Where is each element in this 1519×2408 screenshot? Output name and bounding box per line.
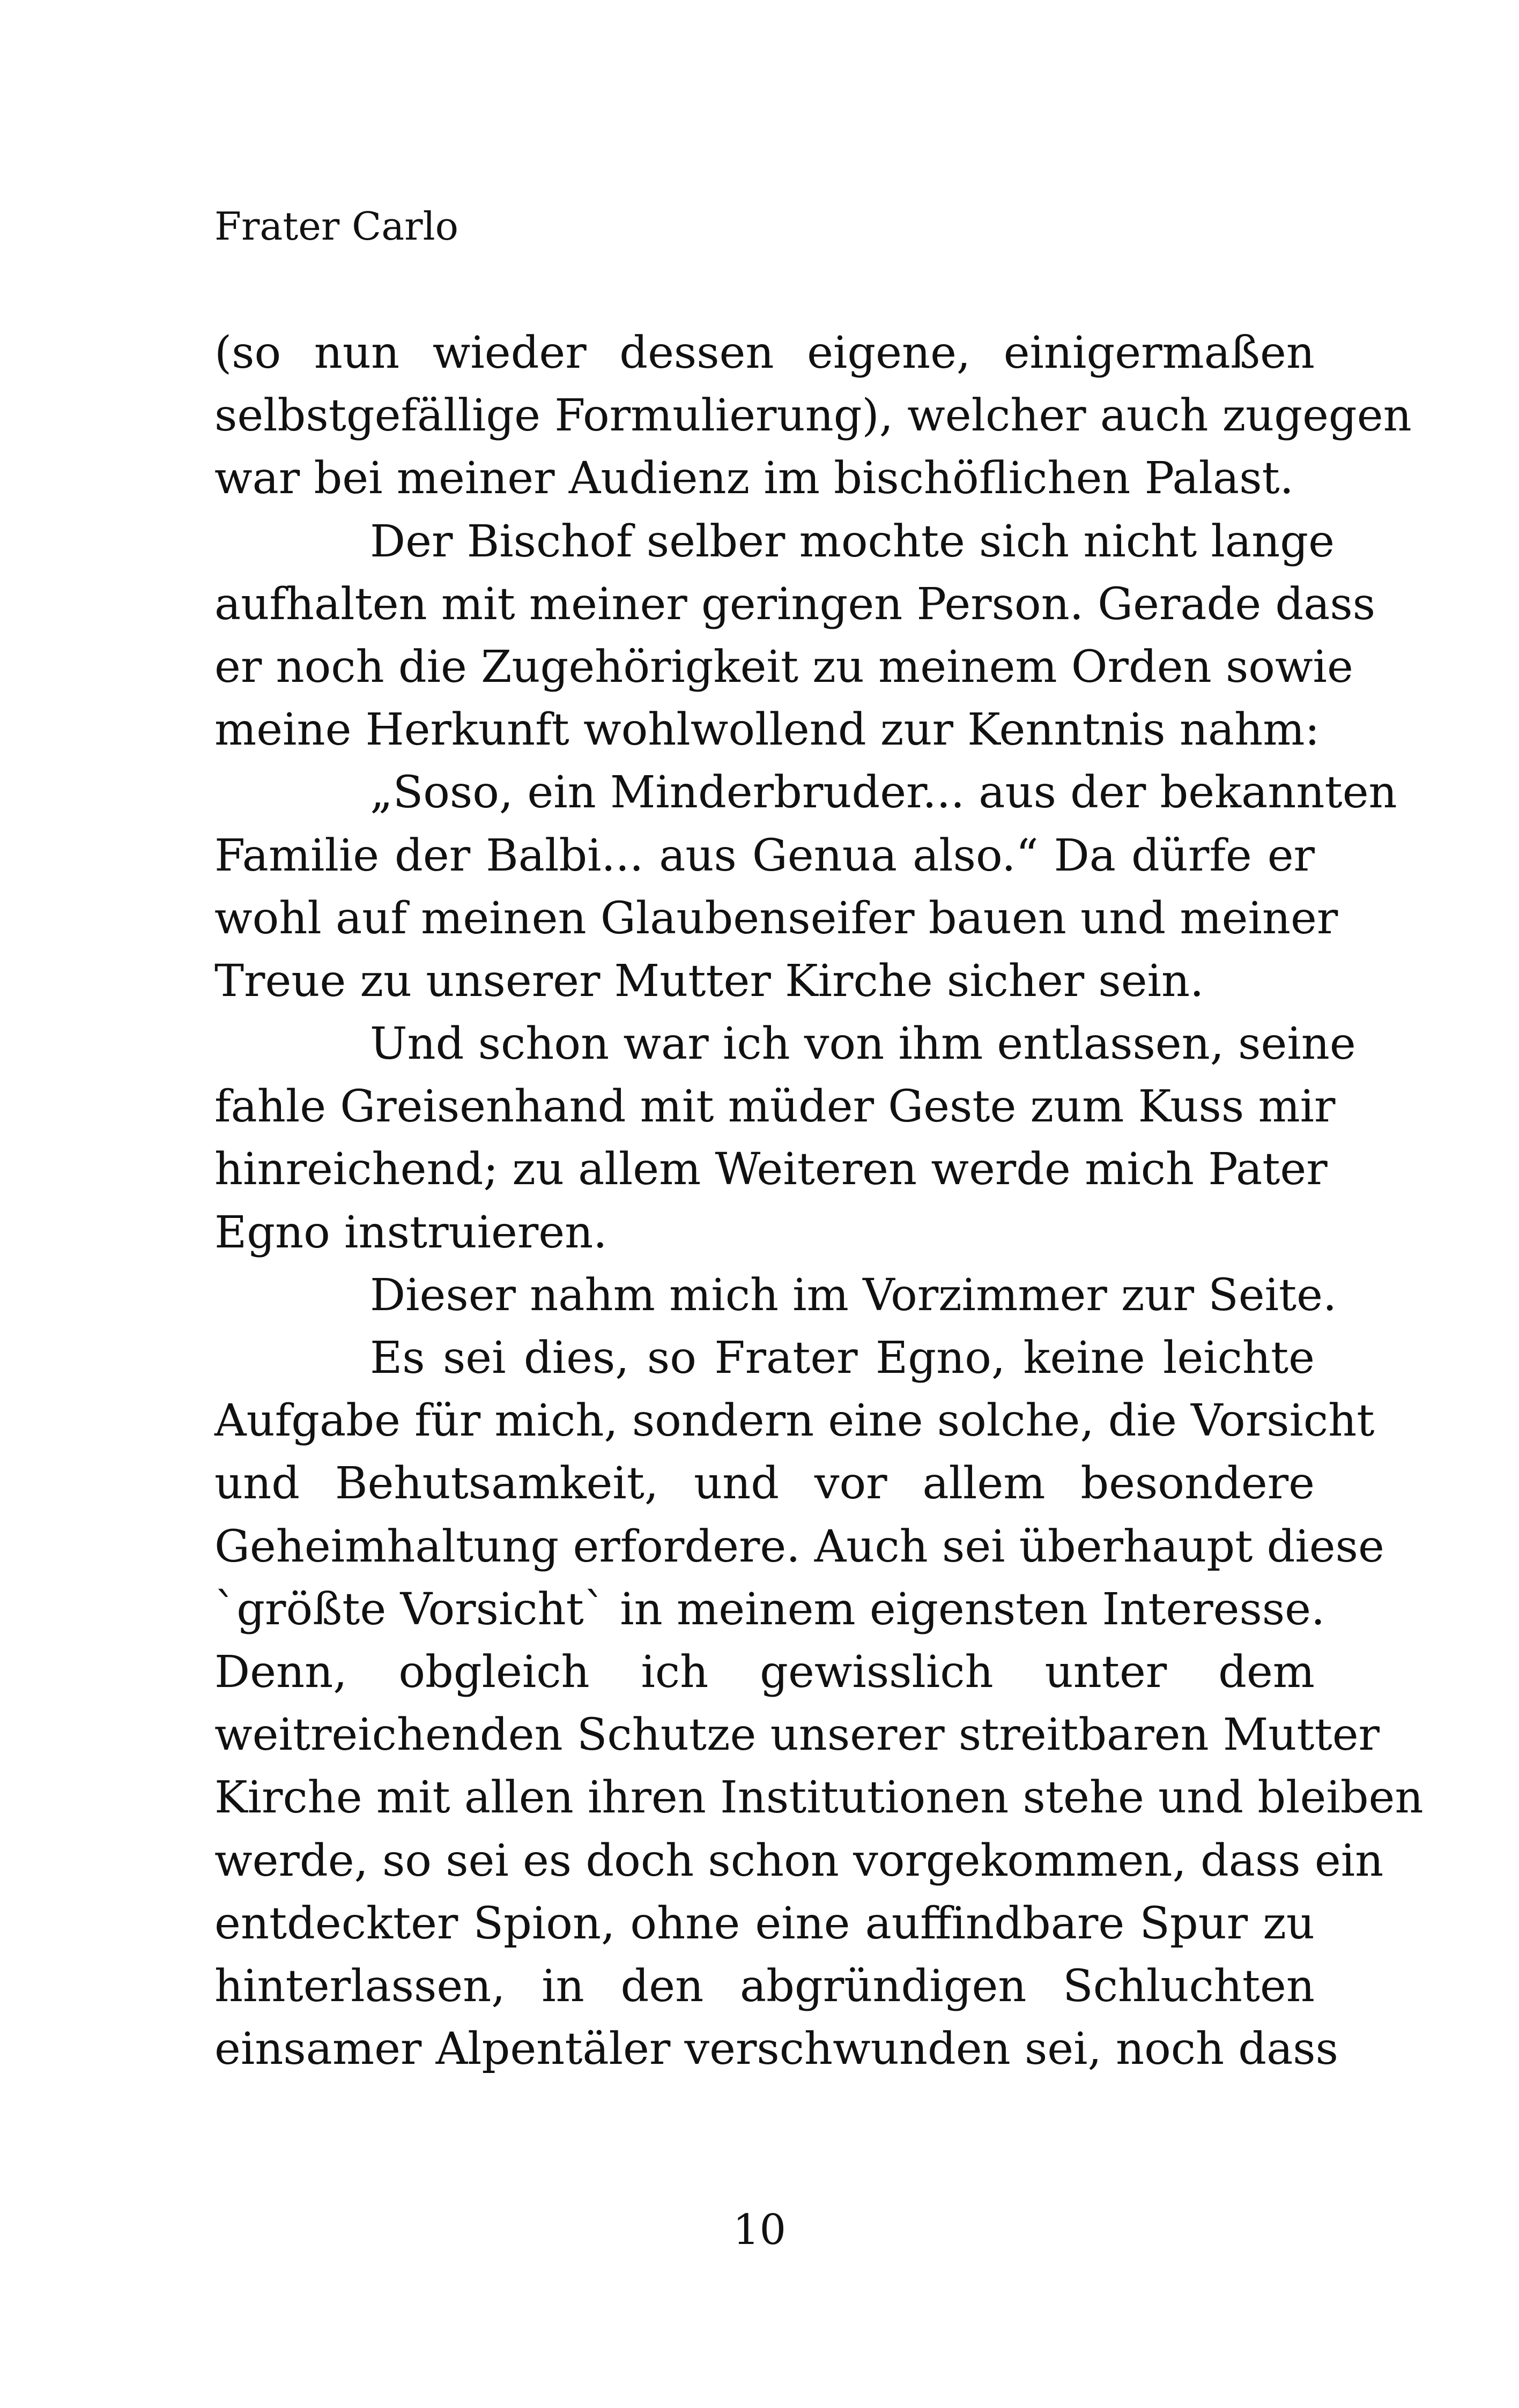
text-line: entdeckter Spion, ohne eine auffindbare Spur zu [214,1897,1315,1949]
text-line: wohl auf meinen Glaubenseifer bauen und meiner [214,892,1338,944]
running-header: Frater Carlo [214,204,458,249]
text-line: Kirche mit allen ihren Institutionen stehe und bleiben [214,1772,1424,1824]
text-line: hinreichend; zu allem Weiteren werde mich Pater [214,1143,1328,1195]
text-line: und Behutsamkeit, und vor allem besondere [214,1458,1315,1510]
text-line: meine Herkunft wohlwollend zur Kenntnis nahm: [214,704,1320,756]
text-line: Aufgabe für mich, sondern eine solche, die Vorsicht [214,1395,1375,1447]
text-line: Und schon war ich von ihm entlassen, seine [370,1018,1356,1070]
text-line: einsamer Alpentäler verschwunden sei, noch dass [214,2023,1338,2075]
text-line: Es sei dies, so Frater Egno, keine leichte [370,1332,1315,1384]
text-line: Treue zu unserer Mutter Kirche sicher sein. [214,955,1204,1007]
page-number: 10 [732,2206,787,2254]
text-line: Denn, obgleich ich gewisslich unter dem [214,1646,1315,1698]
text-line: fahle Greisenhand mit müder Geste zum Kuss mir [214,1081,1336,1133]
body-text [214,322,1424,2080]
paragraph-4 [214,1013,1356,1264]
text-line: Familie der Balbi... aus Genua also.“ Da dürfe er [214,829,1315,881]
paragraph-2 [214,510,1376,762]
text-line: hinterlassen, in den abgründigen Schluchten [214,1960,1315,2012]
text-line: Der Bischof selber mochte sich nicht lange [370,515,1335,567]
paragraph-6 [214,1327,1424,2080]
text-line: Dieser nahm mich im Vorzimmer zur Seite. [370,1269,1337,1321]
text-line: weitreichenden Schutze unserer streitbaren Mutter [214,1709,1380,1761]
text-line: er noch die Zugehörigkeit zu meinem Orden sowie [214,641,1353,693]
text-line: Egno instruieren. [214,1206,607,1258]
paragraph-1 [214,322,1412,510]
text-line: (so nun wieder dessen eigene, einigermaßen [214,327,1315,378]
text-line: `größte Vorsicht` in meinem eigensten Interesse. [214,1583,1325,1635]
text-line: „Soso, ein Minderbruder... aus der bekannten [370,767,1397,819]
text-line: werde, so sei es doch schon vorgekommen, dass ein [214,1834,1384,1886]
text-line: war bei meiner Audienz im bischöflichen Palast. [214,452,1294,504]
paragraph-3 [214,761,1397,1013]
text-line: aufhalten mit meiner geringen Person. Gerade dass [214,578,1376,630]
text-line: Geheimhaltung erfordere. Auch sei überhaupt diese [214,1520,1384,1572]
text-line: selbstgefällige Formulierung), welcher auch zugegen [214,390,1412,442]
paragraph-5 [214,1264,1337,1327]
